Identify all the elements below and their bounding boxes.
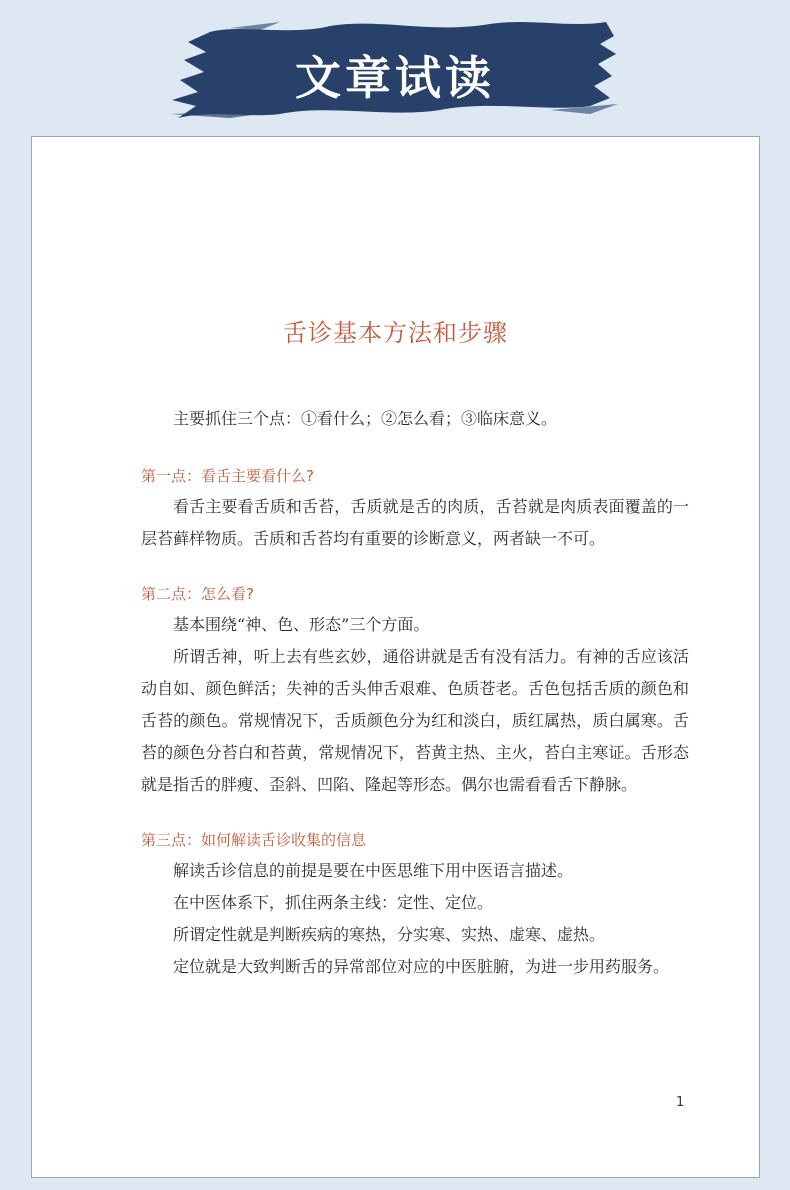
paragraph: 定位就是大致判断舌的异常部位对应的中医脏腑，为进一步用药服务。 xyxy=(173,957,670,976)
document-page xyxy=(31,136,760,1178)
paragraph: 解读舌诊信息的前提是要在中医思维下用中医语言描述。 xyxy=(173,861,574,880)
paragraph: 在中医体系下，抓住两条主线：定性、定位。 xyxy=(173,893,494,912)
paragraph: 基本围绕“神、色、形态”三个方面。 xyxy=(173,615,430,634)
intro-paragraph: 主要抓住三个点：①看什么；②怎么看；③临床意义。 xyxy=(173,409,558,428)
section-heading: 第三点：如何解读舌诊收集的信息 xyxy=(141,831,367,849)
paragraph: 所谓定性就是判断疾病的寒热，分实寒、实热、虚寒、虚热。 xyxy=(173,925,606,944)
document-title: 舌诊基本方法和步骤 xyxy=(283,319,508,347)
banner-title: 文章试读 xyxy=(295,51,495,105)
paragraph: 所谓舌神，听上去有些玄妙，通俗讲就是舌有没有活力。有神的舌应该活动自如、颜色鲜活；失神的舌头伸舌艰难、色质苍老。舌色包括舌质的颜色和舌苔的颜色。常规情况下，舌质颜色分为红和淡白，质红属热，质白属寒。舌苔的颜色分苔白和苔黄，常规情况下，苔黄主热、主火，苔白主寒证。舌形态就是指舌的胖瘦、歪斜、凹陷、隆起等形态。偶尔也需看看舌下静脉。 xyxy=(141,647,689,794)
banner xyxy=(170,14,620,126)
page-number: 1 xyxy=(676,1095,685,1110)
paragraph: 看舌主要看舌质和舌苔，舌质就是舌的肉质，舌苔就是肉质表面覆盖的一层苔藓样物质。舌质和舌苔均有重要的诊断意义，两者缺一不可。 xyxy=(141,497,689,548)
document-body xyxy=(141,403,689,983)
section-heading: 第二点：怎么看? xyxy=(141,585,254,603)
section-heading: 第一点：看舌主要看什么? xyxy=(141,467,314,485)
